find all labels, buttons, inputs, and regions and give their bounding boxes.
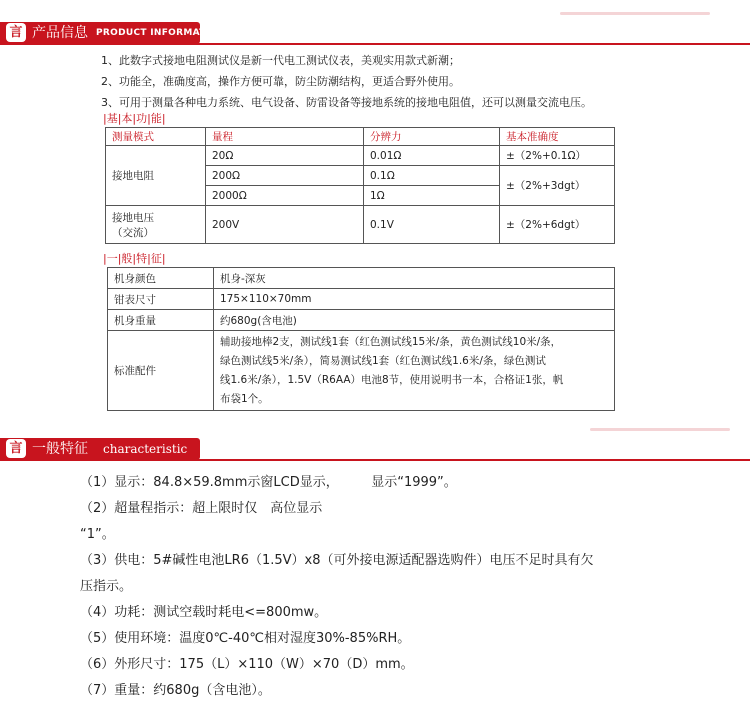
intro-line: 3、可用于测量各种电力系统、电气设备、防雷设备等接地系统的接地电阻值，还可以测量交流电压。 — [101, 96, 592, 109]
label-cell: 机身颜色 — [108, 268, 214, 289]
header-cell: 分辨力 — [364, 128, 500, 146]
general-features-table — [107, 267, 615, 411]
value-cell: 约680g(含电池) — [214, 310, 615, 331]
value-cell: 175×110×70mm — [214, 289, 615, 310]
range-cell: 20Ω — [206, 146, 364, 166]
table-row — [108, 268, 615, 289]
section-header-characteristic — [0, 432, 750, 462]
decorative-streak — [560, 12, 710, 15]
table-row — [108, 310, 615, 331]
table-row — [106, 206, 615, 244]
mode-cell — [106, 206, 206, 244]
value-line: 辅助接地棒2支，测试线1套（红色测试线15米/条，黄色测试线10米/条， — [220, 335, 562, 348]
list-item: “1”。 — [80, 527, 115, 542]
value-cell: 机身-深灰 — [214, 268, 615, 289]
section-header-product-info — [0, 16, 750, 46]
brand-logo-icon: 言 — [6, 23, 26, 42]
table-row — [106, 146, 615, 166]
value-line: 绿色测试线5米/条），简易测试线1套（红色测试线1.6米/条，绿色测试 — [220, 354, 546, 367]
resolution-cell: 0.1Ω — [364, 166, 500, 186]
list-item: （6）外形尺寸：175（L）×110（W）×70（D）mm。 — [80, 657, 414, 672]
label-cell: 钳表尺寸 — [108, 289, 214, 310]
range-cell: 200Ω — [206, 166, 364, 186]
accuracy-cell: ±（2%+3dgt） — [500, 166, 615, 206]
section-title-en: PRODUCT INFORMATION — [96, 28, 226, 38]
intro-line: 1、此数字式接地电阻测试仪是新一代电工测试仪表，美观实用款式新潮； — [101, 54, 460, 67]
section-title-en: characteristic — [103, 442, 188, 456]
list-item: （1）显示：84.8×59.8mm示窗LCD显示， 显示“1999”。 — [80, 475, 457, 490]
intro-list — [101, 50, 592, 113]
section-title-cn: 一般特征 — [32, 441, 88, 457]
list-item: （2）超量程指示：超上限时仅 高位显示 — [80, 501, 323, 516]
value-line: 布袋1个。 — [220, 392, 269, 405]
basic-function-title: |基|本|功|能| — [103, 112, 166, 125]
intro-line: 2、功能全，准确度高，操作方便可靠，防尘防潮结构，更适合野外使用。 — [101, 75, 460, 88]
mode-line: （交流） — [112, 226, 154, 239]
decorative-streak — [590, 428, 730, 431]
accuracy-cell: ±（2%+0.1Ω） — [500, 146, 615, 166]
header-cell: 基本准确度 — [500, 128, 615, 146]
section-title-cn: 产品信息 — [32, 25, 88, 41]
mode-cell: 接地电阻 — [106, 146, 206, 206]
general-features-title: |一|般|特|征| — [103, 252, 166, 265]
header-cell: 量程 — [206, 128, 364, 146]
list-item: （3）供电：5#碱性电池LR6（1.5V）x8（可外接电源适配器选购件）电压不足时具有欠 — [80, 553, 594, 568]
resolution-cell: 1Ω — [364, 186, 500, 206]
range-cell: 2000Ω — [206, 186, 364, 206]
brand-logo-icon: 言 — [6, 439, 26, 458]
accuracy-cell: ±（2%+6dgt） — [500, 206, 615, 244]
value-cell — [214, 331, 615, 411]
label-cell: 机身重量 — [108, 310, 214, 331]
list-item: （4）功耗：测试空载时耗电<=800mw。 — [80, 605, 328, 620]
table-header-row — [106, 128, 615, 146]
table-row — [108, 289, 615, 310]
header-cell: 测量模式 — [106, 128, 206, 146]
characteristic-list — [80, 470, 594, 704]
table-row — [108, 331, 615, 411]
value-line: 线1.6米/条），1.5V（R6AA）电池8节，使用说明书一本，合格证1张，帆 — [220, 373, 564, 386]
range-cell: 200V — [206, 206, 364, 244]
mode-line: 接地电压 — [112, 211, 154, 224]
label-cell: 标准配件 — [108, 331, 214, 411]
resolution-cell: 0.01Ω — [364, 146, 500, 166]
basic-function-table — [105, 127, 615, 244]
list-item: 压指示。 — [80, 579, 133, 594]
list-item: （7）重量：约680g（含电池）。 — [80, 683, 271, 698]
resolution-cell: 0.1V — [364, 206, 500, 244]
list-item: （5）使用环境：温度0℃-40℃相对湿度30%-85%RH。 — [80, 631, 411, 646]
